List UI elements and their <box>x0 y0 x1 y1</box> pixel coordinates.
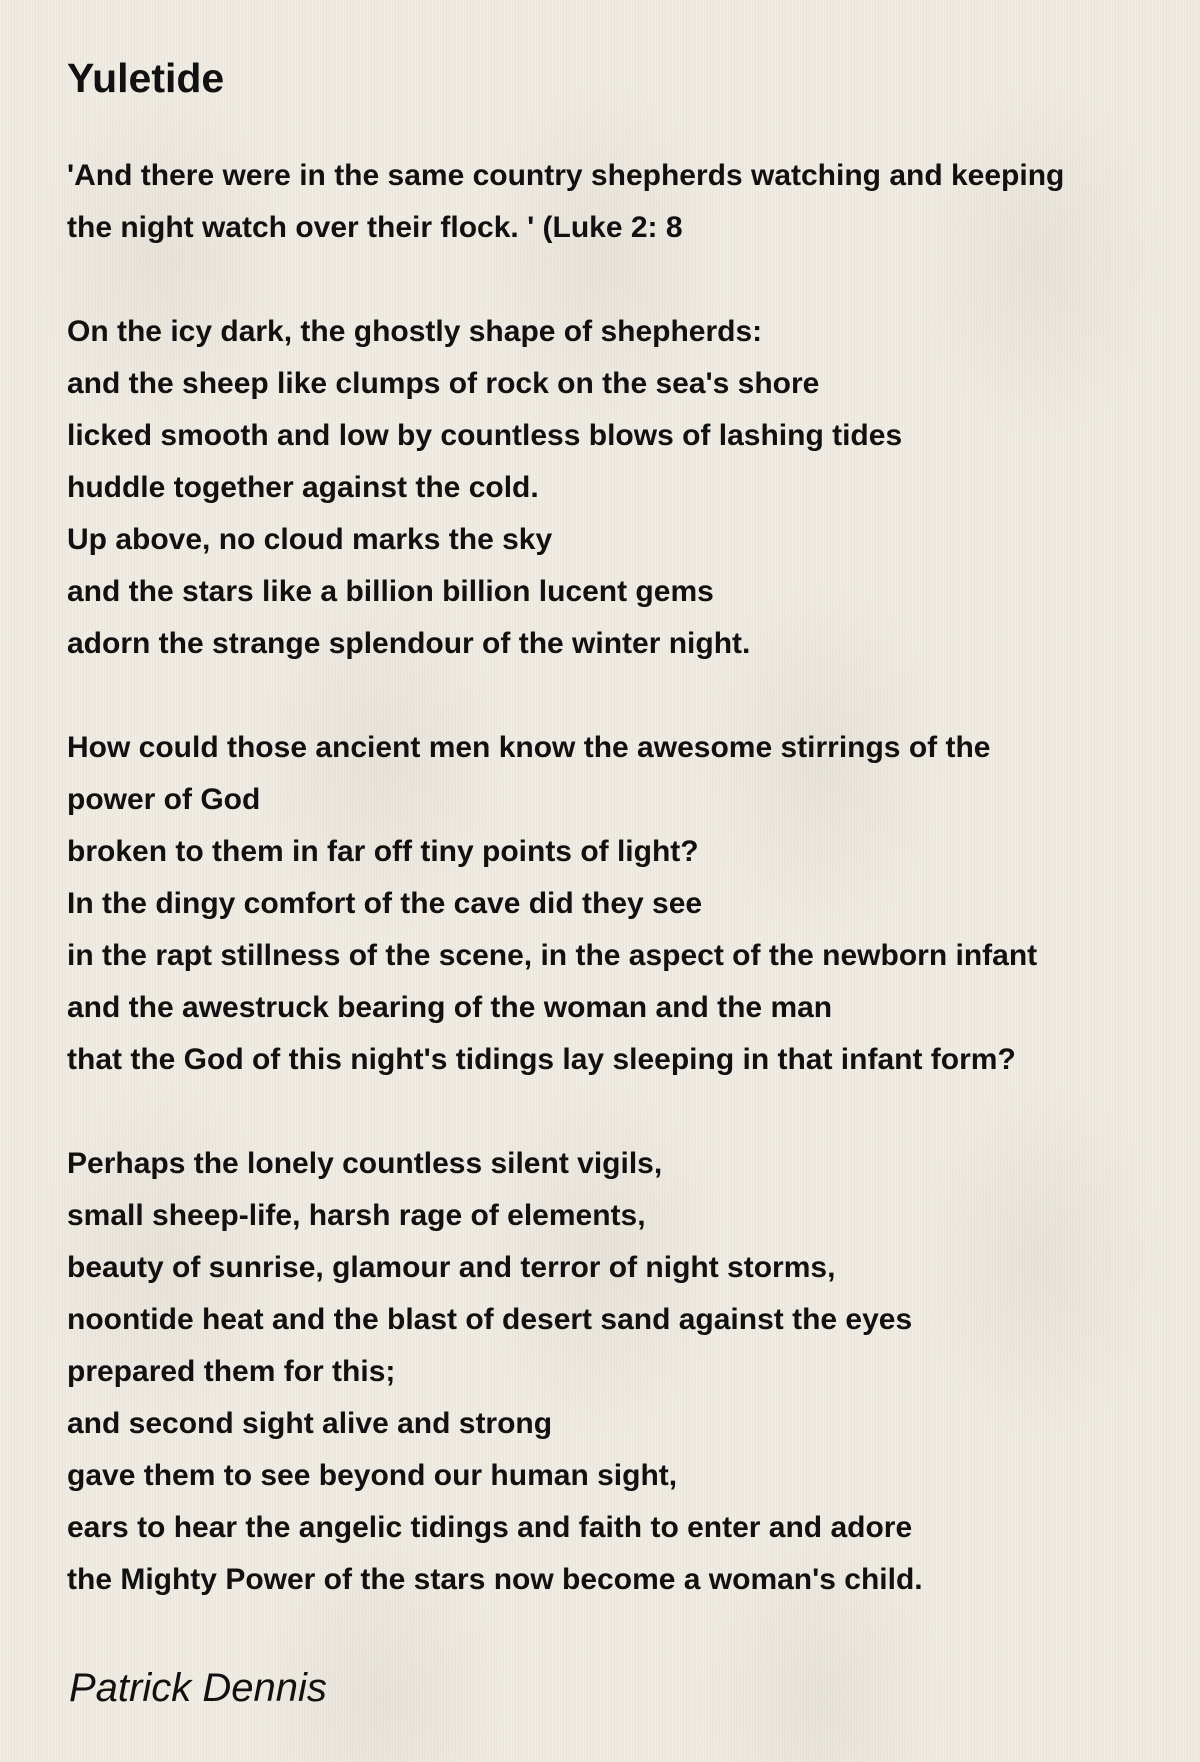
poem-line: noontide heat and the blast of desert sand against the eyes <box>67 1303 913 1336</box>
stanza-4 <box>67 1138 1182 1606</box>
poem-line: How could those ancient men know the awesome stirrings of the <box>67 731 991 764</box>
poem-author: Patrick Dennis <box>69 1666 327 1710</box>
poem-title: Yuletide <box>67 55 225 101</box>
stanza-3 <box>67 722 1182 1086</box>
poem-line: the Mighty Power of the stars now become a woman's child. <box>67 1563 923 1596</box>
poem-line: broken to them in far off tiny points of light? <box>67 835 699 868</box>
poem-line: beauty of sunrise, glamour and terror of night storms, <box>67 1251 836 1284</box>
poem-line: that the God of this night's tidings lay sleeping in that infant form? <box>67 1043 1016 1076</box>
poem-line: licked smooth and low by countless blows of lashing tides <box>67 419 903 452</box>
poem-line: in the rapt stillness of the scene, in the aspect of the newborn infant <box>67 939 1038 972</box>
poem-line: In the dingy comfort of the cave did they see <box>67 887 703 920</box>
poem-line: On the icy dark, the ghostly shape of shepherds: <box>67 315 763 348</box>
poem-line: and the sheep like clumps of rock on the sea's shore <box>67 367 820 400</box>
poem-line: adorn the strange splendour of the winter night. <box>67 627 751 660</box>
poem-body <box>67 150 1182 1606</box>
poem-line: 'And there were in the same country shepherds watching and keeping <box>67 159 1065 192</box>
poem-line: huddle together against the cold. <box>67 471 539 504</box>
poem-line: and the stars like a billion billion lucent gems <box>67 575 714 608</box>
poem-line: small sheep-life, harsh rage of elements, <box>67 1199 646 1232</box>
stanza-2 <box>67 306 1182 670</box>
poem-line: power of God <box>67 783 261 816</box>
poem-line: ears to hear the angelic tidings and faith to enter and adore <box>67 1511 913 1544</box>
poem-line: the night watch over their flock. ' (Luke 2: 8 <box>67 211 683 244</box>
poem-line: gave them to see beyond our human sight, <box>67 1459 678 1492</box>
poem-line: Up above, no cloud marks the sky <box>67 523 553 556</box>
poem-line: and second sight alive and strong <box>67 1407 553 1440</box>
poem-line: and the awestruck bearing of the woman and the man <box>67 991 833 1024</box>
stanza-1 <box>67 150 1182 254</box>
poem-line: Perhaps the lonely countless silent vigils, <box>67 1147 663 1180</box>
poem-line: prepared them for this; <box>67 1355 396 1388</box>
